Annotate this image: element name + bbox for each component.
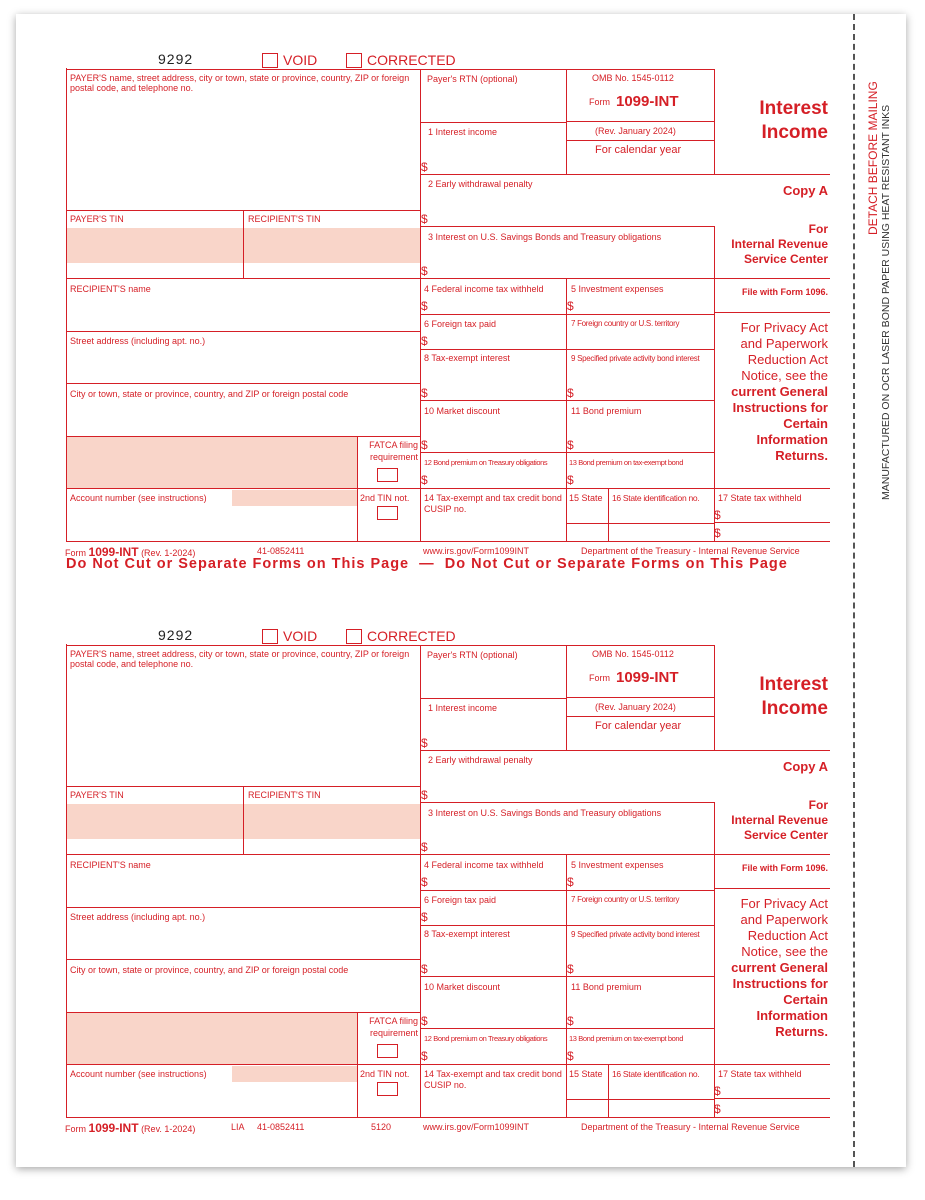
- recipient-tin-label: RECIPIENT'S TIN: [248, 790, 321, 800]
- fatca-requirement-label: requirement: [369, 452, 418, 462]
- second-tin-checkbox[interactable]: [377, 1082, 398, 1096]
- fatca-checkbox[interactable]: [377, 468, 398, 482]
- copy-label: Copy A: [782, 183, 828, 198]
- box13-label: 13 Bond premium on tax-exempt bond: [569, 458, 683, 467]
- box7-label: 7 Foreign country or U.S. territory: [571, 895, 680, 904]
- payer-name-label: PAYER'S name, street address, city or town, state or province, country, ZIP or foreign postal code, and telephone no.: [70, 73, 410, 93]
- recipient-name-label: RECIPIENT'S name: [70, 860, 151, 870]
- void-label: VOID: [283, 628, 318, 644]
- box15-label: 15 State: [569, 1069, 603, 1079]
- title-income: Income: [761, 122, 828, 143]
- box1-label: 1 Interest income: [428, 127, 498, 137]
- footer-url: www.irs.gov/Form1099INT: [423, 546, 530, 556]
- form-name: 1099-INT: [616, 93, 679, 110]
- box16-label: 16 State identification no.: [612, 1069, 700, 1079]
- box14-label: 14 Tax-exempt and tax credit bond CUSIP no.: [424, 493, 562, 514]
- recipient-tin-label: RECIPIENT'S TIN: [248, 214, 321, 224]
- omb-number: OMB No. 1545-0112: [592, 73, 674, 83]
- box8-label: 8 Tax-exempt interest: [424, 353, 510, 363]
- title-interest: Interest: [759, 98, 828, 119]
- copy-label: Copy A: [782, 759, 828, 774]
- second-tin-label: 2nd TIN not.: [360, 493, 410, 503]
- file-with-label: File with Form 1096.: [741, 863, 828, 873]
- footer-number: 41-0852411: [257, 1122, 305, 1132]
- city-label: City or town, state or province, country, and ZIP or foreign postal code: [70, 389, 349, 399]
- box7-label: 7 Foreign country or U.S. territory: [571, 319, 680, 328]
- void-checkbox[interactable]: [262, 629, 278, 644]
- box2-label: 2 Early withdrawal penalty: [428, 755, 533, 765]
- form-word: Form: [589, 673, 610, 683]
- footer-dept: Department of the Treasury - Internal Revenue Service: [581, 1122, 800, 1132]
- box15-label: 15 State: [569, 493, 603, 503]
- box17-label: 17 State tax withheld: [718, 493, 802, 503]
- box3-label: 3 Interest on U.S. Savings Bonds and Treasury obligations: [428, 808, 662, 818]
- form-1099-int: 9292 VOID CORRECTED PAYER'S name, street address, city or town, state or province, country, ZIP or foreign postal code, and telephone no. Payer's RTN (optional) OMB No. 1545-0112 Form 1099-INT (Rev. January 2024) For calendar year Interest Income Copy A For Internal Revenue Service Center File with Form 1096. For Privacy Act and Paperwork Reduction Act Notice, see the current General Instructions for Certain Information Returns. 1 Interest income $ 2 Early withdrawal penalty $ PAYER'S TIN RECIPIENT'S TIN 3 Interest on U.S. Savings Bonds and Treasury obligations $ RECIPIENT'S name 4 Federal income tax withheld $ 5 Investment expenses $ 6 Foreign tax paid $ 7 Foreign country or U.S. territory Street address (including apt. no.) 8 Tax-exempt interest $ 9 Specified private activity bond interest $ City or town, state or province, country, and ZIP or foreign postal code 10 Market discount $ 11 Bond premium $ FATCA filing requirement 12 Bond premium on Treasury obligations $ 13 Bond premium on tax-exempt bond $ Account number (see instructions) 2nd TIN not. 14 Tax-exempt and tax credit bond CUSIP no. 15 State 16 State identification no. 17 State tax withheld $ $ Form 1099-INT (Rev. 1-2024) LIA 41-0852411 5120 www.irs.gov/Form1099INT Department of the Treasury - Internal Revenue Service: [65, 627, 828, 1135]
- form-code: 9292: [158, 627, 194, 643]
- form-name: 1099-INT: [616, 669, 679, 686]
- box8-label: 8 Tax-exempt interest: [424, 929, 510, 939]
- box2-label: 2 Early withdrawal penalty: [428, 179, 533, 189]
- footer-url: www.irs.gov/Form1099INT: [423, 1122, 530, 1132]
- account-number-label: Account number (see instructions): [70, 493, 207, 503]
- title-income: Income: [761, 698, 828, 719]
- corrected-checkbox[interactable]: [346, 629, 362, 644]
- void-label: VOID: [283, 52, 318, 68]
- box12-label: 12 Bond premium on Treasury obligations: [424, 1034, 548, 1043]
- paper-note: MANUFACTURED ON OCR LASER BOND PAPER USING HEAT RESISTANT INKS: [880, 104, 892, 500]
- box4-label: 4 Federal income tax withheld: [424, 284, 544, 294]
- form-code: 9292: [158, 51, 194, 67]
- box10-label: 10 Market discount: [424, 406, 501, 416]
- fatca-shade: [66, 437, 357, 488]
- payer-name-label: PAYER'S name, street address, city or town, state or province, country, ZIP or foreign postal code, and telephone no.: [70, 649, 410, 669]
- second-tin-checkbox[interactable]: [377, 506, 398, 520]
- box14-label: 14 Tax-exempt and tax credit bond CUSIP no.: [424, 1069, 562, 1090]
- box10-label: 10 Market discount: [424, 982, 501, 992]
- box12-label: 12 Bond premium on Treasury obligations: [424, 458, 548, 467]
- corrected-label: CORRECTED: [367, 52, 456, 68]
- detach-note: DETACH BEFORE MAILING: [866, 81, 880, 235]
- box9-label: 9 Specified private activity bond interest: [571, 354, 700, 363]
- box5-label: 5 Investment expenses: [571, 284, 664, 294]
- box17-label: 17 State tax withheld: [718, 1069, 802, 1079]
- box6-label: 6 Foreign tax paid: [424, 319, 497, 329]
- form-word: Form: [589, 97, 610, 107]
- account-shade: [232, 1066, 357, 1082]
- box4-label: 4 Federal income tax withheld: [424, 860, 544, 870]
- corrected-label: CORRECTED: [367, 628, 456, 644]
- box16-label: 16 State identification no.: [612, 493, 700, 503]
- form-footer: Form 1099-INT (Rev. 1-2024): [65, 1121, 196, 1135]
- form-footer: Form 1099-INT (Rev. 1-2024): [65, 545, 196, 559]
- void-checkbox[interactable]: [262, 53, 278, 68]
- fatca-label: FATCA filing: [369, 440, 418, 450]
- privacy-notice: For Privacy Act and Paperwork Reduction Act Notice, see the current General Instructions for Certain Information Returns.: [731, 896, 828, 1039]
- box13-label: 13 Bond premium on tax-exempt bond: [569, 1034, 683, 1043]
- fatca-checkbox[interactable]: [377, 1044, 398, 1058]
- corrected-checkbox[interactable]: [346, 53, 362, 68]
- fatca-shade: [66, 1013, 357, 1064]
- footer-cat: 5120: [371, 1122, 392, 1132]
- revision-label: (Rev. January 2024): [595, 702, 676, 712]
- omb-number: OMB No. 1545-0112: [592, 649, 674, 659]
- irs-label-2: Service Center: [743, 828, 828, 842]
- box11-label: 11 Bond premium: [571, 406, 642, 416]
- calendar-year-label: For calendar year: [595, 720, 682, 732]
- box9-label: 9 Specified private activity bond interest: [571, 930, 700, 939]
- calendar-year-label: For calendar year: [595, 144, 682, 156]
- box3-label: 3 Interest on U.S. Savings Bonds and Treasury obligations: [428, 232, 662, 242]
- box5-label: 5 Investment expenses: [571, 860, 664, 870]
- for-label: For: [808, 222, 828, 236]
- irs-label-2: Service Center: [743, 252, 828, 266]
- footer-dept: Department of the Treasury - Internal Revenue Service: [581, 546, 800, 556]
- box1-label: 1 Interest income: [428, 703, 498, 713]
- form-1099-int: 9292 VOID CORRECTED PAYER'S name, street address, city or town, state or province, country, ZIP or foreign postal code, and telephone no. Payer's RTN (optional) OMB No. 1545-0112 Form 1099-INT (Rev. January 2024) For calendar year Interest Income Copy A For Internal Revenue Service Center File with Form 1096. For Privacy Act and Paperwork Reduction Act Notice, see the current General Instructions for Certain Information Returns. 1 Interest income $ 2 Early withdrawal penalty $ PAYER'S TIN RECIPIENT'S TIN 3 Interest on U.S. Savings Bonds and Treasury obligations $ RECIPIENT'S name 4 Federal income tax withheld $ 5 Investment expenses $ 6 Foreign tax paid $ 7 Foreign country or U.S. territory Street address (including apt. no.) 8 Tax-exempt interest $ 9 Specified private activity bond interest $ City or town, state or province, country, and ZIP or foreign postal code 10 Market discount $ 11 Bond premium $ FATCA filing requirement 12 Bond premium on Treasury obligations $ 13 Bond premium on tax-exempt bond $ Account number (see instructions) 2nd TIN not. 14 Tax-exempt and tax credit bond CUSIP no. 15 State 16 State identification no. 17 State tax withheld $ $ Form 1099-INT (Rev. 1-2024) 41-0852411 www.irs.gov/Form1099INT Department of the Treasury - Internal Revenue Service: [65, 51, 828, 559]
- privacy-notice: For Privacy Act and Paperwork Reduction Act Notice, see the current General Instructions for Certain Information Returns.: [731, 320, 828, 463]
- separator-warning: Do Not Cut or Separate Forms on This Page — Do Not Cut or Separate Forms on This Page: [66, 556, 788, 572]
- city-label: City or town, state or province, country, and ZIP or foreign postal code: [70, 965, 349, 975]
- box11-label: 11 Bond premium: [571, 982, 642, 992]
- account-shade: [232, 490, 357, 506]
- payer-rtn-label: Payer's RTN (optional): [427, 74, 518, 84]
- payer-tin-label: PAYER'S TIN: [70, 214, 124, 224]
- payer-rtn-label: Payer's RTN (optional): [427, 650, 518, 660]
- fatca-label: FATCA filing: [369, 1016, 418, 1026]
- file-with-label: File with Form 1096.: [741, 287, 828, 297]
- irs-label-1: Internal Revenue: [731, 237, 828, 251]
- box6-label: 6 Foreign tax paid: [424, 895, 497, 905]
- revision-label: (Rev. January 2024): [595, 126, 676, 136]
- footer-number: 41-0852411: [257, 546, 305, 556]
- second-tin-label: 2nd TIN not.: [360, 1069, 410, 1079]
- fatca-requirement-label: requirement: [369, 1028, 418, 1038]
- title-interest: Interest: [759, 674, 828, 695]
- street-label: Street address (including apt. no.): [70, 912, 206, 922]
- for-label: For: [808, 798, 828, 812]
- footer-lia: LIA: [231, 1122, 245, 1132]
- street-label: Street address (including apt. no.): [70, 336, 206, 346]
- account-number-label: Account number (see instructions): [70, 1069, 207, 1079]
- irs-label-1: Internal Revenue: [731, 813, 828, 827]
- payer-tin-label: PAYER'S TIN: [70, 790, 124, 800]
- recipient-name-label: RECIPIENT'S name: [70, 284, 151, 294]
